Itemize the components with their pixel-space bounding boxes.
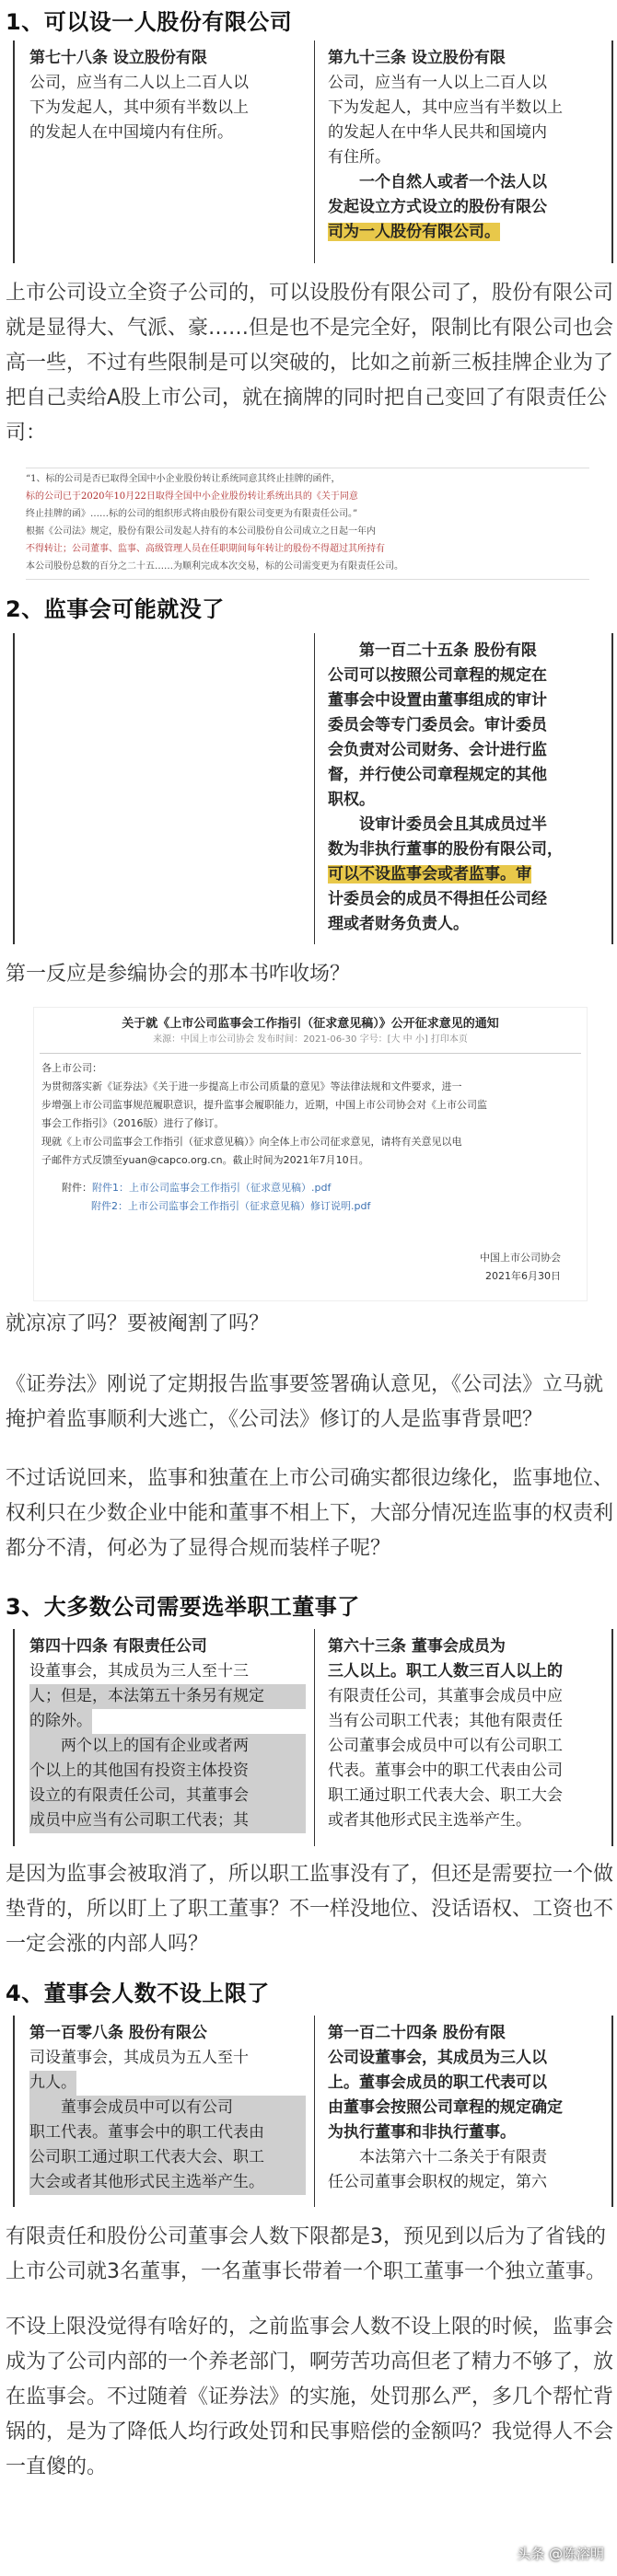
table-line: 公司设董事会，其成员为三人以 [328, 2049, 547, 2067]
table-line: 或者其他形式民主选举产生。 [328, 1811, 531, 1830]
section-4-paragraph-1: 有限责任和股份公司董事会人数下限都是3，预见到以后为了省钱的 上市公司就3名董事，一名董事长带着一个职工董事一个独立董事。 [6, 2225, 606, 2283]
notice-meta: 来源：中国上市公司协会 发布时间：2021-06-30 字号：[大 中 小] 打印本页 [153, 1034, 468, 1045]
table-line: 第六十三条 董事会成员为 [328, 1637, 506, 1656]
section-2-after-1: 就凉凉了吗？要被阉割了吗？ [6, 1312, 270, 1335]
table-line: 个以上的其他国有投资主体投资 [29, 1759, 306, 1784]
table-line: 的发起人在中华人民共和国境内 [328, 123, 547, 142]
table-line: 公司职工通过职工代表大会、职工 [29, 2145, 306, 2170]
table-line: 第九十三条 设立股份有限 [328, 49, 506, 67]
table-line: 理或者财务负责人。 [328, 915, 469, 933]
table-line: 代表。董事会中的职工代表由公司 [328, 1762, 563, 1780]
doc-line: “1、标的公司是否已取得全国中小企业股份转让系统同意其终止挂牌的函件， [26, 474, 341, 484]
doc-line: 终止挂牌的函》……标的公司的组织形式将由股份有限公司变更为有限责任公司。” [26, 509, 358, 519]
section-2-heading: 2、监事会可能就没了 [6, 596, 225, 622]
table-2-right-column [328, 639, 604, 937]
table-line: 数为非执行董事的股份有限公司， [328, 840, 563, 859]
table-line: 职工通过职工代表大会、职工大会 [328, 1786, 563, 1805]
watermark: 头条 @陈溶明 [517, 2546, 604, 2562]
doc-line: 不得转让；公司董事、监事、高级管理人员在任职期间每年转让的股份不得超过其所持有 [26, 544, 385, 554]
table-line: 有限责任公司，其董事会成员中应 [328, 1687, 563, 1705]
attachment-link-2[interactable]: 附件2：上市公司监事会工作指引（征求意见稿）修订说明.pdf [91, 1200, 371, 1212]
notice-screenshot [33, 1007, 588, 1301]
attachment-link-1[interactable]: 附件1：上市公司监事会工作指引（征求意见稿）.pdf [92, 1182, 332, 1194]
table-line: 由董事会按照公司章程的规定确定 [328, 2098, 563, 2117]
table-line: 本法第六十二条关于有限责 [359, 2148, 547, 2166]
notice-salutation: 各上市公司： [41, 1062, 102, 1074]
table-line: 司为一人股份有限公司。 [328, 223, 500, 241]
table-line: 的除外。 [29, 1709, 92, 1734]
table-line: 督，并行使公司章程规定的其他 [328, 766, 547, 784]
table-line: 有住所。 [328, 148, 390, 167]
table-line: 成员中应当有公司职工代表；其 [29, 1808, 306, 1833]
section-3-heading: 3、大多数公司需要选举职工董事了 [6, 1594, 360, 1620]
table-line: 的发起人在中国境内有住所。 [29, 123, 233, 142]
notice-title: 关于就《上市公司监事会工作指引（征求意见稿）》公开征求意见的通知 [122, 1017, 499, 1031]
notice-attachments: 附件：附件1：上市公司监事会工作指引（征求意见稿）.pdf 附件2：上市公司监事会工作指引（征求意见稿）修订说明.pdf [62, 1182, 371, 1212]
table-1-right-column [328, 46, 604, 245]
table-line: 设董事会，其成员为三人至十三 [29, 1662, 249, 1681]
table-line: 大会或者其他形式民主选举产生。 [29, 2170, 306, 2195]
section-1-heading: 1、可以设一人股份有限公司 [6, 9, 293, 35]
table-line: 计委员会的成员不得担任公司经 [328, 890, 547, 908]
section-2-table [13, 633, 613, 944]
table-line: 会负责对公司财务、会计进行监 [328, 741, 547, 759]
notice-body: 为贯彻落实新《证券法》《关于进一步提高上市公司质量的意见》等法律法规和文件要求，进一 步增强上市公司监事规范履职意识，提升监事会履职能力，近期，中国上市公司协会对《上市公司监 事会工作指引》（2016版）进行了修订。 现就《上市公司监事会工作指引（征求意见稿）》向全体上市公司征求意见，请将有关意见以电 子邮件方式反馈至yuan@capco.org.cn。截止时间为2021年7月10日。 [41, 1080, 487, 1166]
table-line: 委员会等专门委员会。审计委员 [328, 716, 547, 734]
table-line: 公司董事会成员中可以有公司职工 [328, 1737, 563, 1755]
table-line: 三人以上。职工人数三百人以上的 [328, 1662, 563, 1681]
table-line: 职权。 [328, 791, 375, 809]
table-line: 董事会中设置由董事组成的审计 [328, 691, 547, 710]
section-4-paragraph-2: 不设上限没觉得有啥好的，之前监事会人数不设上限的时候，监事会 成为了公司内部的一个养老部门，啊劳苦功高但老了精力不够了，放 在监事会。不过随着《证券法》的实施，处罚那么严，多几个帮忙背 锅的，是为了降低人均行政处罚和民事赔偿的金额吗？我觉得人不会 一直傻的。 [6, 2316, 614, 2478]
table-line: 九人。 [29, 2071, 76, 2096]
table-line: 任公司董事会职权的规定，第六 [328, 2173, 547, 2191]
table-line: 下为发起人，其中须有半数以上 [29, 98, 249, 117]
table-line: 下为发起人，其中应当有半数以上 [328, 98, 563, 117]
table-line: 司设董事会，其成员为五人至十 [29, 2049, 249, 2067]
table-line: 上。董事会成员的职工代表可以 [328, 2074, 547, 2092]
doc-line: 根据《公司法》规定，股份有限公司发起人持有的本公司股份自公司成立之日起一年内 [26, 526, 376, 537]
table-line: 第一百二十四条 股份有限 [328, 2024, 506, 2042]
table-line: 两个以上的国有企业或者两 [29, 1734, 306, 1759]
table-line: 公司，应当有一人以上二百人以 [328, 74, 547, 92]
table-line: 职工代表。董事会中的职工代表由 [29, 2120, 306, 2145]
table-3-left-column [29, 1635, 306, 1833]
table-line: 第七十八条 设立股份有限 [29, 49, 207, 67]
table-line: 董事会成员中可以有公司 [29, 2096, 306, 2120]
table-line: 第一百零八条 股份有限公 [29, 2024, 207, 2042]
table-1-left-column [29, 46, 306, 145]
doc-line: 本公司股份总数的百分之二十五……为顺利完成本次交易，标的公司需变更为有限责任公司。 [26, 561, 403, 572]
table-3-right-column [328, 1635, 604, 1833]
table-line: 公司，应当有二人以上二百人以 [29, 74, 249, 92]
table-line: 可以不设监事会或者监事。审 [328, 865, 531, 884]
table-line: 公司可以按照公司章程的规定在 [328, 666, 547, 685]
doc-line: 标的公司已于2020年10月22日取得全国中小企业股份转让系统出具的《关于同意 [26, 491, 358, 502]
table-line: 为执行董事和非执行董事。 [328, 2123, 516, 2142]
section-2-after-3: 不过话说回来，监事和独董在上市公司确实都很边缘化，监事地位、 权利只在少数企业中能和董事不相上下，大部分情况连监事的权责利 都分不清，何必为了显得合规而装样子呢？ [6, 1467, 614, 1560]
section-4-heading: 4、董事会人数不设上限了 [6, 1981, 270, 2006]
section-1-paragraph: 上市公司设立全资子公司的，可以设股份有限公司了，股份有限公司 就是显得大、气派、豪……但是也不是完全好，限制比有限公司也会 高一些，不过有些限制是可以突破的，比如之前新三板挂牌企业为了 把自己卖给A股上市公司，就在摘牌的同时把自己变回了有限责任公 司： [6, 282, 614, 445]
section-3-table [13, 1629, 613, 1846]
table-line: 第一百二十五条 股份有限 [359, 641, 537, 660]
section-1-table [13, 40, 613, 263]
table-line: 发起设立方式设立的股份有限公 [328, 198, 547, 216]
table-line: 一个自然人或者一个法人以 [359, 173, 547, 191]
table-4-left-column [29, 2021, 306, 2195]
table-line: 当有公司职工代表；其他有限责任 [328, 1712, 563, 1730]
notice-signature: 中国上市公司协会 2021年6月30日 [480, 1252, 561, 1282]
section-2-after-2: 《证券法》刚说了定期报告监事要签署确认意见，《公司法》立马就 掩护着监事顺利大逃亡，《公司法》修订的人是监事背景吧？ [6, 1373, 604, 1431]
section-4-table [13, 2016, 613, 2207]
section-2-paragraph: 第一反应是参编协会的那本书咋收场？ [6, 963, 351, 986]
table-line: 设审计委员会且其成员过半 [359, 815, 547, 834]
table-line: 设立的有限责任公司，其董事会 [29, 1784, 306, 1808]
table-line: 人；但是，本法第五十条另有规定 [29, 1684, 306, 1709]
table-4-right-column [328, 2021, 604, 2195]
table-line: 第四十四条 有限责任公司 [29, 1637, 207, 1656]
section-3-paragraph: 是因为监事会被取消了，所以职工监事没有了，但还是需要拉一个做 垫背的，所以盯上了职工董事？不一样没地位、没话语权、工资也不 一定会涨的内部人吗？ [6, 1863, 614, 1956]
document-excerpt-image [26, 468, 589, 580]
